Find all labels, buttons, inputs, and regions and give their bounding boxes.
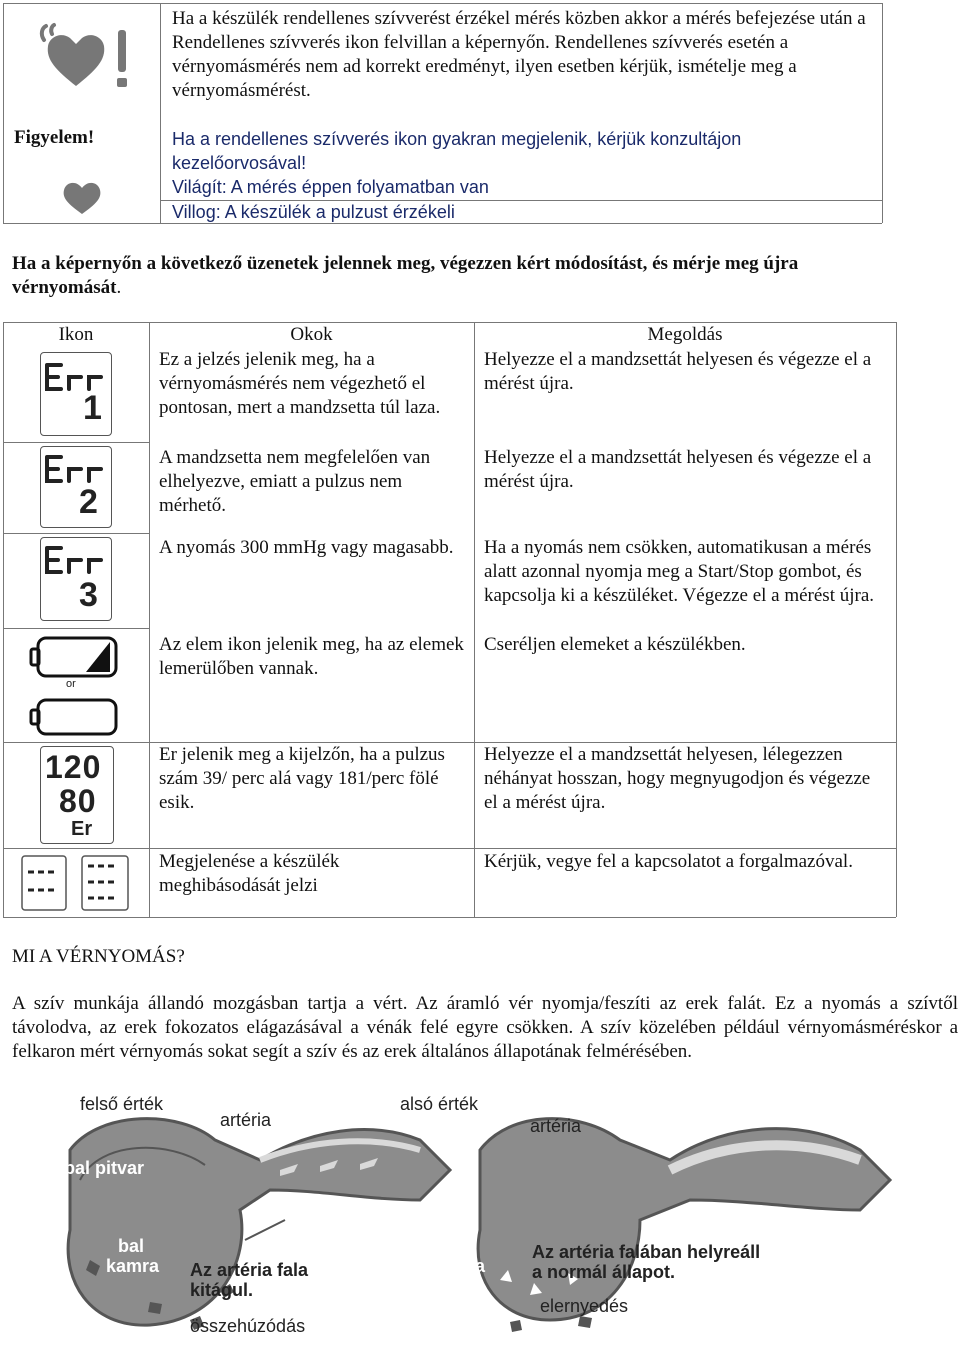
er-code: Er (71, 818, 93, 840)
intro-tail: . (116, 277, 122, 298)
right-relaxation: elernyedés (540, 1296, 629, 1316)
left-title: felső érték (80, 1094, 164, 1114)
err-2-display-icon (40, 446, 112, 528)
row-6-solution: Kérjük, vegye fel a kapcsolatot a forgalmazóval. (484, 851, 853, 872)
intro-paragraph (12, 252, 912, 300)
right-title: alsó érték (400, 1094, 479, 1114)
er-pulse-display-icon (40, 746, 114, 844)
row-5-solution: Helyezze el a mandzsettát helyesen, lélegezzen néhányat hosszan, hogy megnyugodjon és végezze el a mérést újra. (484, 744, 871, 813)
left-atrium: bal pitvar (64, 1158, 145, 1178)
header-solution: Megoldás (647, 324, 723, 345)
right-artery: artéria (530, 1116, 582, 1136)
section-heading: MI A VÉRNYOMÁS? (12, 946, 185, 967)
intro-bold-text: Ha a képernyőn a következő üzenetek jelennek meg, végezzen kért módosítást, és mérje meg újra vérnyomását (12, 253, 799, 298)
err-2-code: 2 (79, 483, 98, 521)
row-3-solution: Ha a nyomás nem csökken, automatikusan a mérés alatt azonnal nyomja meg a Start/Stop gombot, és kapcsolja ki a készüléket. Végezze el a mérést újra. (484, 537, 875, 606)
blood-pressure-diagram (40, 1080, 920, 1342)
row-2-solution: Helyezze el a mandzsettát helyesen és végezze el a mérést újra. (484, 447, 872, 492)
irregular-heartbeat-icon (38, 20, 134, 96)
left-wall-2: kitágul. (190, 1280, 254, 1300)
left-contraction: összehúzódás (190, 1316, 306, 1336)
row-3-cause: A nyomás 300 mmHg vagy magasabb. (159, 537, 454, 558)
header-icon: Ikon (58, 324, 94, 345)
row-1-solution: Helyezze el a mandzsettát helyesen és végezze el a mérést újra. (484, 349, 872, 394)
malfunction-display-icon (20, 852, 132, 914)
battery-or-label: or (66, 678, 76, 690)
irregular-text: Ha a készülék rendellenes szívverést érzékel mérés közben akkor a mérés befejezése után a Rendellenes szívverés ikon felvillan a képernyőn. Rendellenes szívverés esetén a vérnyomásmérés nem ad korrekt eredményt, ilyen esetben kérjük, ismételje meg a vérnyomásmérést. (172, 8, 866, 101)
row-4-cause: Az elem ikon jelenik meg, ha az elemek lemerülőben vannak. (159, 634, 464, 679)
err-3-code: 3 (79, 576, 98, 614)
row-4-solution: Cseréljen elemeket a készülékben. (484, 634, 746, 655)
consult-text: Ha a rendellenes szívverés ikon gyakran megjelenik, kérjük konzultájon kezelőorvosával! (172, 129, 742, 173)
left-ventricle-2: kamra (106, 1256, 160, 1276)
row-6-cause: Megjelenése a készülék meghibásodását jelzi (159, 851, 340, 896)
right-wall-1: Az artéria falában helyreáll (532, 1242, 761, 1262)
err-1-display-icon (40, 352, 112, 436)
row-1-cause: Ez a jelzés jelenik meg, ha a vérnyomásmérés nem végezhető el pontosan, mert a mandzsetta túl laza. (159, 349, 441, 418)
row-5-cause: Er jelenik meg a kijelzőn, ha a pulzus szám 39/ perc alá vagy 181/perc fölé esik. (159, 744, 445, 813)
er-dia-value: 80 (59, 783, 97, 819)
warning-label: Figyelem! (14, 127, 95, 148)
header-cause: Okok (290, 324, 333, 345)
blink-text: Villog: A készülék a pulzust érzékeli (172, 202, 455, 222)
right-ventricle-1: bal (444, 1236, 471, 1256)
left-artery: artéria (220, 1110, 272, 1130)
er-sys-value: 120 (45, 749, 102, 785)
err-1-code: 1 (83, 389, 102, 427)
light-text: Világít: A mérés éppen folyamatban van (172, 177, 489, 197)
left-ventricle-1: bal (118, 1236, 145, 1256)
battery-icon (28, 632, 124, 738)
right-wall-2: a normál állapot. (532, 1262, 676, 1282)
heart-icon (62, 180, 102, 216)
left-wall-1: Az artéria fala (190, 1260, 309, 1280)
section-paragraph: A szív munkája állandó mozgásban tartja a vért. Az áramló vér nyomja/feszíti az erek falát. Ez a nyomás a szívtől távolodva, az erek fokozatos elágazásával a vénák felé egyre csökken. A szív közelében például vérnyomásméréskor a felkaron mért vérnyomás sokat segít a szív és az erek általános állapotának felmérésében. (12, 993, 958, 1062)
err-3-display-icon (40, 537, 112, 621)
row-2-cause: A mandzsetta nem megfelelően van elhelyezve, emiatt a pulzus nem mérhető. (159, 447, 431, 516)
right-ventricle-2: kamra (432, 1256, 486, 1276)
